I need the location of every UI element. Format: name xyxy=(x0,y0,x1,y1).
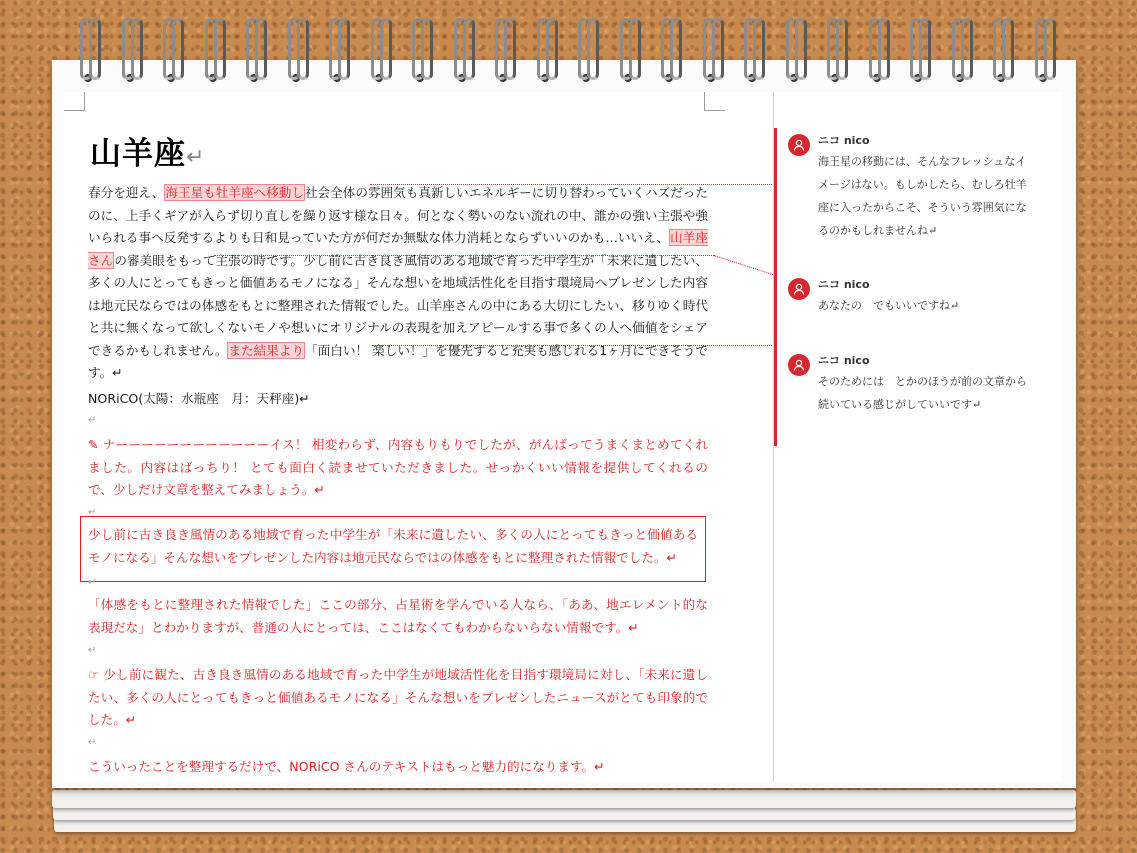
comment-3[interactable] xyxy=(788,350,1048,430)
comment-connector-1 xyxy=(370,184,774,185)
comment-text[interactable]: 海王星の移動には、そんなフレッシュなイメージはない。もしかしたら、むしろ牡羊座に入ったからこそ、そういう雰囲気になるのかもしれませんね↵ xyxy=(818,155,1027,237)
binder-ring xyxy=(297,18,311,84)
comment-connector-3 xyxy=(372,345,776,346)
binder-ring xyxy=(338,18,352,84)
user-avatar-icon xyxy=(788,278,810,300)
empty-paragraph[interactable]: ↵ xyxy=(88,507,97,518)
binder-ring xyxy=(587,18,601,84)
comment-author: ニコ nico xyxy=(818,134,870,147)
binder-ring xyxy=(463,18,477,84)
feedback-paragraph-2[interactable]: 「体感をもとに整理された情報でした」ここの部分、占星術を学んでいる人なら、「ああ、地エレメント的な表現だな」とわかりますが、普通の人にとっては、ここはなくてもわからないらない情報です。↵ xyxy=(88,597,708,635)
comment-text[interactable]: そのためには とかのほうが前の文章から続いている感じがしていいです↵ xyxy=(818,375,1027,411)
body-text-4: 「面白い！ 楽しい！」を優先すると充実も感じれる1ヶ月にできそうです。↵ xyxy=(88,342,708,380)
comment-connector-2 xyxy=(214,255,714,256)
document-title[interactable] xyxy=(90,128,205,173)
binder-ring xyxy=(961,18,975,84)
binder-ring xyxy=(1044,18,1058,84)
binder-ring xyxy=(878,18,892,84)
comment-author: ニコ nico xyxy=(818,354,870,367)
comment-text[interactable]: あなたの でもいいですね↵ xyxy=(818,299,960,312)
binder-ring xyxy=(1002,18,1016,84)
feedback-paragraph-4[interactable]: こういったことを整理するだけで、NORiCO さんのテキストはもっと魅力的になります。↵ xyxy=(88,759,605,774)
binder-ring xyxy=(421,18,435,84)
comment-highlight-3[interactable]: また結果より xyxy=(228,342,305,358)
signature-line[interactable]: NORiCO(太陽：水瓶座 月：天秤座)↵ xyxy=(88,391,310,406)
title-text: 山羊座 xyxy=(90,136,186,172)
body-text-1: 春分を迎え、 xyxy=(88,185,165,200)
binder-ring xyxy=(380,18,394,84)
paragraph-mark: ↵ xyxy=(186,145,206,170)
empty-paragraph[interactable]: ↵ xyxy=(88,645,97,656)
comment-highlight-2[interactable]: 山羊座さん xyxy=(88,230,709,268)
page-margin-corner-right xyxy=(704,92,725,111)
page-stack-layer-1 xyxy=(52,790,1076,808)
comment-author: ニコ nico xyxy=(818,278,870,291)
binder-ring xyxy=(629,18,643,84)
binder-ring xyxy=(131,18,145,84)
page-margin-corner-left xyxy=(64,92,85,111)
empty-paragraph[interactable]: ↵ xyxy=(88,577,97,588)
binder-ring xyxy=(546,18,560,84)
feedback-paragraph-1[interactable]: ✎ ナーーーーーーーーーーーーイス！ 相変わらず、内容もりもりでしたが、がんばってうまくまとめてくれました。内容はばっちり！ とても面白く読ませていただきました。せっかくいい情報を提供してくれるので、少しだけ文章を整えてみましょう。↵ xyxy=(88,437,708,497)
user-avatar-icon xyxy=(788,354,810,376)
user-avatar-icon xyxy=(788,134,810,156)
quoted-paragraph[interactable]: 少し前に古き良き風情のある地域で育った中学生が「未来に遺したい、多くの人にとってもきっと価値あるモノになる」そんな想いをプレゼンした内容は地元民ならではの体感をもとに整理された情報でした。↵ xyxy=(88,527,698,565)
binder-ring xyxy=(753,18,767,84)
body-text-3: の審美眼をもって主張の時です。少し前に古き良き風情のある地域で育った中学生が「未来に遺したい、多くの人にとってもきっと価値あるモノになる」そんな想いを地域活性化を目指す環境局へプレゼンした内容は地元民ならではの体感をもとに整理された情報でした。山羊座さんの中にある大切にしたい、移りゆく時代と共に無くなって欲しくないモノや想いにオリジナルの表現を加えアピールする事で多くの人へ価値をシェアできるかもしれません。 xyxy=(88,252,708,358)
binder-ring xyxy=(214,18,228,84)
binder-ring xyxy=(255,18,269,84)
binder-ring xyxy=(712,18,726,84)
binder-ring xyxy=(89,18,103,84)
comment-1[interactable] xyxy=(788,130,1048,240)
empty-paragraph[interactable]: ↵ xyxy=(88,737,97,748)
binder-ring xyxy=(795,18,809,84)
feedback-paragraph-3[interactable]: ☞ 少し前に観た、古き良き風情のある地域で育った中学生が地域活性化を目指す環境局に対し、「未来に遺したい、多くの人にとってもきっと価値あるモノになる」そんな想いをプレゼンしたニュースがとても印象的でした。↵ xyxy=(88,667,708,727)
comment-2[interactable] xyxy=(788,274,1048,324)
binder-ring xyxy=(919,18,933,84)
comment-marker-bar xyxy=(774,128,777,446)
binder-ring xyxy=(670,18,684,84)
comment-highlight-1[interactable]: 海王星も牡羊座へ移動し xyxy=(165,185,304,200)
body-text-2: 社会全体の雰囲気も真新しいエネルギーに切り替わっていくハズだったのに、上手くギアが入らず切り直しを繰り返す様な日々。何となく勢いのない流れの中、誰かの強い主張や強いられる事へ反発するよりも日和見っていた方が何だか無駄な体力消耗とならずいいのかも…いいえ、 xyxy=(88,185,708,245)
binder-ring xyxy=(836,18,850,84)
body-paragraph[interactable] xyxy=(88,182,708,385)
binder-ring xyxy=(172,18,186,84)
comments-pane xyxy=(773,92,1062,782)
document-page[interactable] xyxy=(64,92,772,782)
empty-paragraph[interactable]: ↵ xyxy=(88,415,97,426)
binder-ring xyxy=(504,18,518,84)
